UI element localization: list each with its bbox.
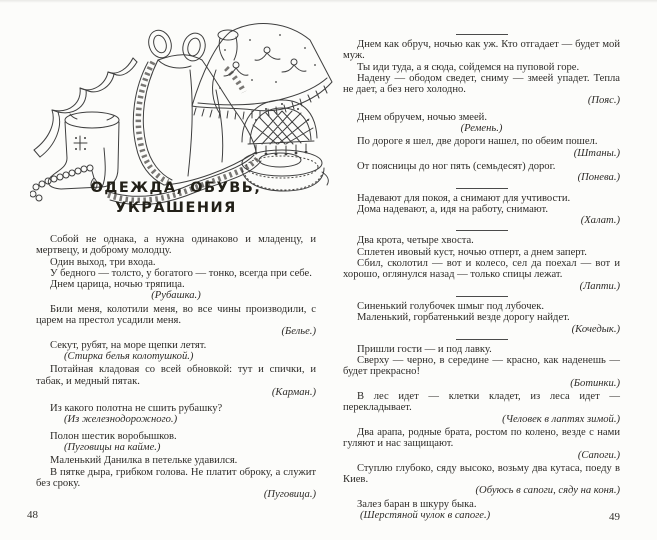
riddle-answer: (Сапоги.) bbox=[577, 449, 620, 461]
section-divider-rule bbox=[456, 339, 508, 340]
riddle-answer: (Лапти.) bbox=[579, 280, 620, 292]
riddle-answer: (Белье.) bbox=[281, 326, 316, 338]
riddle-text: Собой не однака, а нужна одинаково и младенцу, и мертвецу, и доброму молодцу. bbox=[36, 234, 316, 257]
riddle-text: Залез баран в шкуру быка. bbox=[357, 498, 477, 510]
riddle-text: У бедного — толсто, у богатого — тонко, всегда при себе. bbox=[50, 267, 312, 279]
section-title-line1: ОДЕЖДА, ОБУВЬ, bbox=[90, 180, 262, 196]
riddle-text: Днем как обруч, ночью как уж. Кто отгадает — будет мой муж. bbox=[343, 39, 620, 62]
riddle-answer: (Шерстяной чулок в сапоге.) bbox=[360, 509, 491, 521]
riddle-answer: (Ремень.) bbox=[460, 123, 503, 135]
floral-embroidery bbox=[219, 34, 316, 89]
riddle-text: Секут, рубят, на море щепки летят. bbox=[50, 339, 207, 351]
riddle-text: Били меня, колотили меня, во все чины производили, с царем на престол усадили меня. bbox=[36, 303, 316, 327]
riddle-text: В пятке дыра, грибком голова. Не платит оброку, а служит без сроку. bbox=[36, 466, 316, 489]
left-page-text-column bbox=[36, 234, 316, 503]
riddle-text: Сверху — черно, в середине — красно, как наденешь — будет прекрасно! bbox=[343, 355, 620, 378]
riddle-answer: (Стирка белья колотушкой.) bbox=[64, 350, 194, 362]
riddle-answer: (Карман.) bbox=[271, 386, 316, 398]
page-49 bbox=[343, 0, 620, 540]
riddle-text: В лес идет — клетки кладет, из леса идет — перекладывает. bbox=[343, 391, 620, 414]
section-divider-rule bbox=[456, 188, 508, 189]
riddle-text: Пришли гости — и под лавку. bbox=[357, 343, 492, 355]
section-divider-rule bbox=[456, 296, 508, 297]
riddle-text: Один выход, три входа. bbox=[50, 256, 156, 268]
riddle-text: Ступлю глубоко, сяду высоко, возьму два кутаса, поеду в Киев. bbox=[343, 462, 620, 486]
riddle-answer: (Рубашка.) bbox=[151, 290, 201, 302]
riddle-text: Надену — ободом сведет, сниму — змеей упадет. Тепла не дает, а без него холодно. bbox=[343, 72, 620, 96]
riddle-text: Полон шестик воробышков. bbox=[50, 430, 177, 442]
riddle-answer: (Пуговицы на кайме.) bbox=[64, 442, 161, 454]
riddle-text: Маленький, горбатенький везде дорогу найдет. bbox=[357, 312, 570, 324]
riddle-text: Днем царица, ночью тряпица. bbox=[50, 279, 185, 291]
riddle-text: Из какого полотна не сшить рубашку? bbox=[50, 403, 223, 415]
kokoshnik-drawing bbox=[242, 100, 317, 155]
riddle-text: Сплетен ивовый куст, ночью отперт, а днем заперт. bbox=[357, 246, 587, 258]
page-number-right: 49 bbox=[609, 511, 620, 523]
ribbon-sash-drawing bbox=[34, 58, 137, 157]
riddle-text: Два крота, четыре хвоста. bbox=[357, 235, 474, 247]
riddle-answer: (Пояс.) bbox=[587, 95, 620, 107]
riddle-answer: (Обуюсь в сапоги, сяду на коня.) bbox=[475, 485, 620, 497]
page-number-left: 48 bbox=[27, 509, 38, 521]
riddle-text: Синенький голубочек шмыг под лубочек. bbox=[357, 300, 545, 312]
riddle-text: Днем обручем, ночью змеей. bbox=[357, 111, 487, 123]
riddle-text: По дороге я шел, две дороги нашел, по обеим пошел. bbox=[357, 136, 598, 148]
riddle-answer: (Понева.) bbox=[577, 172, 620, 184]
riddle-answer: (Штаны.) bbox=[573, 147, 620, 159]
section-title-line2: УКРАШЕНИЯ bbox=[115, 200, 237, 216]
section-divider-rule bbox=[456, 230, 508, 231]
riddle-text: От поясницы до ног пять (семьдесят) дорог. bbox=[357, 160, 556, 172]
riddle-text: Потайная кладовая со всей обновкой: тут и спички, и табак, и медный пятак. bbox=[36, 364, 316, 387]
riddle-answer: (Ботинки.) bbox=[570, 377, 620, 389]
riddle-text: Дома надевают, а, идя на работу, снимают. bbox=[357, 203, 549, 215]
riddle-text: Маленький Данилка в петельке удавился. bbox=[50, 455, 238, 467]
right-page-text-column bbox=[343, 30, 620, 523]
riddle-answer: (Из железнодорожного.) bbox=[64, 414, 178, 426]
riddle-text: Надевают для покоя, а снимают для учтивости. bbox=[357, 192, 571, 204]
riddle-answer: (Халат.) bbox=[580, 215, 620, 227]
riddle-text: Ты иди туда, а я сюда, сойдемся на пуповой горе. bbox=[357, 61, 580, 73]
riddle-answer: (Человек в лаптях зимой.) bbox=[502, 413, 620, 425]
riddle-answer: (Кочедык.) bbox=[571, 323, 620, 335]
page-48 bbox=[27, 0, 316, 540]
section-divider-rule bbox=[456, 34, 508, 35]
riddle-text: Два арапа, родные брата, ростом по колено, везде с нами гуляют и нас защищают. bbox=[343, 426, 620, 450]
section-title bbox=[36, 178, 316, 218]
riddle-answer: (Пуговица.) bbox=[263, 489, 316, 501]
riddle-text: Сбил, сколотил — вот и колесо, сел да поехал — вот и хорошо, оглянулся назад — только спицы лежат. bbox=[343, 258, 620, 281]
